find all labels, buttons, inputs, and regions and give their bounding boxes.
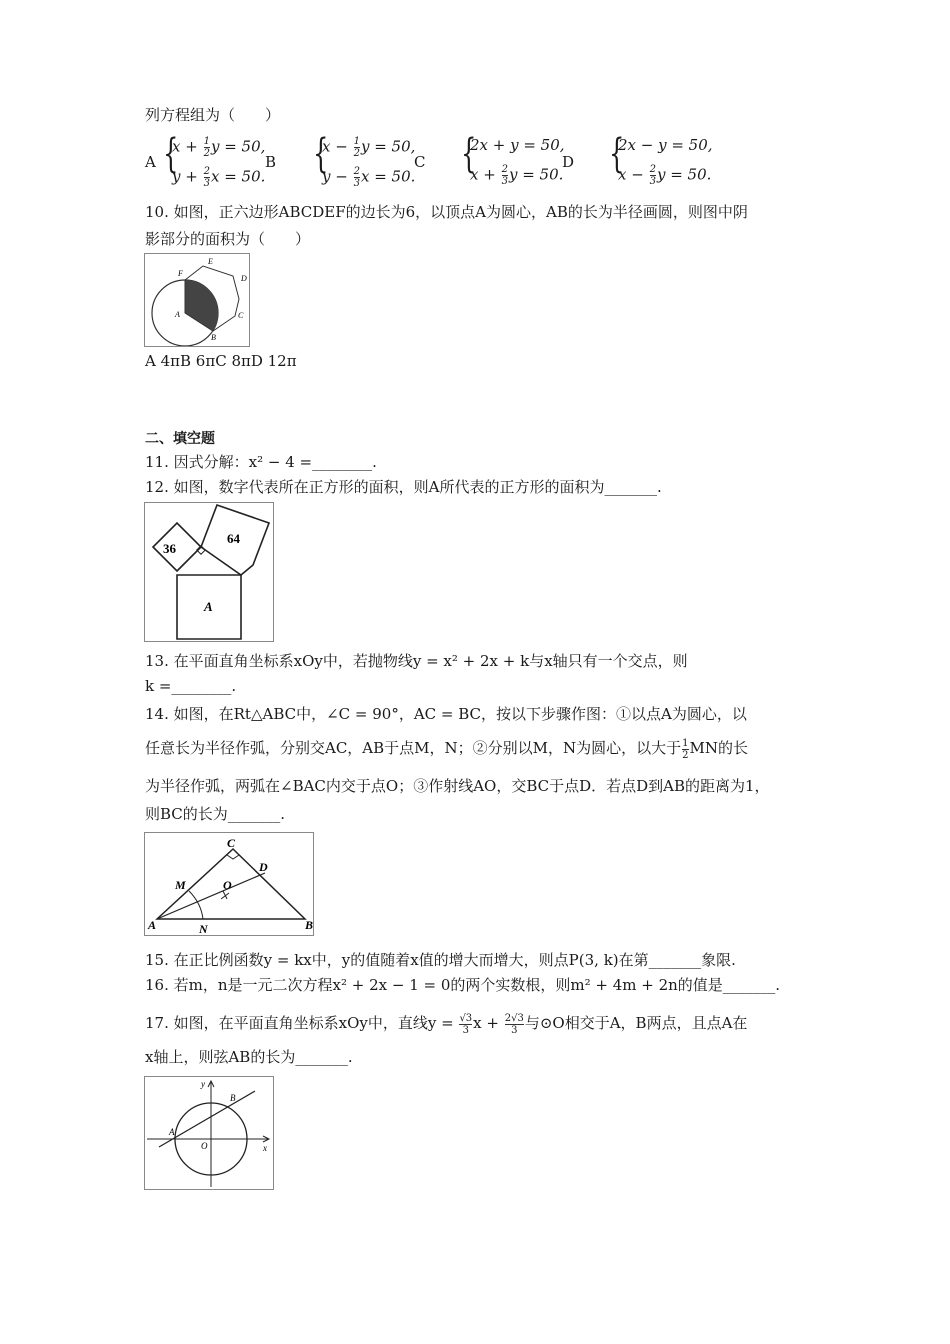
brace-icon: { [461,131,477,177]
q10-choices: A 4πB 6πC 8πD 12π [145,352,297,370]
label-a: A [175,310,180,319]
label-d: D [259,860,268,874]
label-f: F [178,269,183,278]
label-36: 36 [163,541,176,556]
label-m: M [175,878,186,892]
q16-text: 16. 若m，n是一元二次方程x² + 2x − 1 = 0的两个实数根，则m² + 4m + 2n的值是_______. [145,976,781,994]
q11-text: 11. 因式分解：x² − 4 =________. [145,453,377,471]
q12-text: 12. 如图，数字代表所在正方形的面积，则A所代表的正方形的面积为_______. [145,478,662,496]
q10-hexagon-figure [144,253,250,347]
label-b: B [305,918,313,932]
label-y: y [201,1079,205,1089]
q14-line1: 14. 如图，在Rt△ABC中，∠C = 90°，AC = BC，按以下步骤作图：①以点A为圆心，以 [145,705,747,723]
label-x: x [263,1143,267,1153]
label-b: B [211,333,216,342]
section-title: 二、填空题 [145,431,215,447]
q9-option-a-label: A [145,153,156,171]
q17-line1: 17. 如图，在平面直角坐标系xOy中，直线y = $\frac{√3}{3}$ x + $\frac{2√3}{3}$ 与⊙O相交于A，B两点，且点A在 [145,1012,748,1036]
q14-triangle-figure [144,832,314,936]
square-36 [153,523,201,571]
q12-squares-figure [144,502,274,642]
q14-line4: 则BC的长为_______. [145,805,286,823]
brace-icon: { [609,131,625,177]
arc-cross [221,891,229,899]
right-angle-mark [227,855,239,859]
label-b: B [230,1093,236,1103]
label-a: A [204,599,213,614]
q17-line2: x轴上，则弦AB的长为_______. [145,1048,353,1066]
label-64: 64 [227,531,240,546]
q9-stem: 列方程组为（ ） [145,106,281,124]
label-o: O [201,1141,208,1151]
q14-line2: 任意长为半径作弧，分别交AC，AB于点M，N；②分别以M，N为圆心，以大于 $\frac{1}{2}$ MN的长 [145,737,748,761]
q9-option-c-label: C [414,153,426,171]
label-c: C [238,311,244,320]
q13-line1: 13. 在平面直角坐标系xOy中，若抛物线y = x² + 2x + k与x轴只有一个交点，则 [145,652,688,670]
brace-icon: { [163,131,179,177]
label-e: E [208,257,213,266]
label-c: C [227,836,236,850]
q9-option-d-label: D [562,153,575,171]
q9-option-b-label: B [265,153,277,171]
q15-text: 15. 在正比例函数y = kx中，y的值随着x值的增大而增大，则点P(3, k)在第_______象限. [145,951,736,969]
q13-line2: k =________. [145,677,237,695]
ray-ao [157,873,265,919]
label-n: N [199,922,208,935]
label-a: A [148,918,157,932]
q10-line1: 10. 如图，正六边形ABCDEF的边长为6，以顶点A为圆心，AB的长为半径画圆，则图中阴 [145,203,748,221]
label-d: D [241,274,247,283]
q14-line3: 为半径作弧，两弧在∠BAC内交于点O；③作射线AO，交BC于点D．若点D到AB的距离为1， [145,777,770,795]
label-a: A [169,1127,175,1137]
label-o: O [223,878,232,892]
q17-circle-figure [144,1076,274,1190]
brace-icon: { [313,131,329,177]
q10-line2: 影部分的面积为（ ） [145,230,311,248]
